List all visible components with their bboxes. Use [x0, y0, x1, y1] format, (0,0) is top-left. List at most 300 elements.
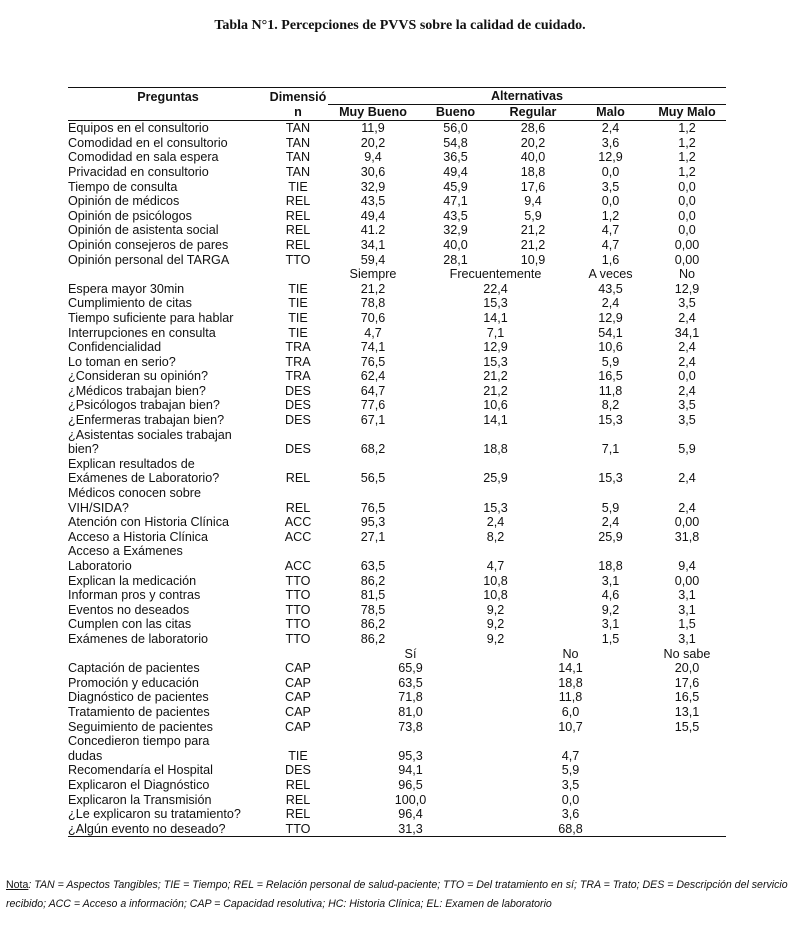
value-cell: 4,7 — [601, 237, 620, 252]
header-blank — [68, 104, 268, 121]
table-row — [68, 355, 726, 370]
value-cell: 7,1 — [601, 442, 620, 457]
question-cell: Atención con Historia Clínica — [68, 515, 229, 530]
dimension-cell: TTO — [285, 573, 311, 588]
value-cell: 4,7 — [486, 559, 505, 573]
value-cell: 5,9 — [601, 500, 620, 515]
table-row — [68, 165, 726, 180]
value-cell: 17,6 — [520, 179, 546, 194]
value-cell: 3,1 — [678, 631, 696, 646]
question-line: Médicos conocen sobre — [68, 486, 202, 501]
subheader-no: No — [678, 267, 696, 282]
value-cell: 71,8 — [398, 690, 423, 705]
question-cell: Seguimiento de pacientes — [68, 719, 213, 734]
value-cell: 41.2 — [360, 223, 386, 238]
value-cell: 94,1 — [398, 763, 423, 778]
header-dimension: Dimensió — [269, 89, 327, 104]
question-line: bien? — [68, 442, 99, 457]
question-cell: ¿Consideran su opinión? — [68, 369, 209, 384]
value-cell: 10,8 — [483, 588, 508, 603]
subheader-blank — [268, 647, 328, 662]
question-cell: Privacidad en consultorio — [68, 164, 209, 179]
value-cell: 2,4 — [678, 471, 696, 486]
value-cell: 11,9 — [361, 121, 385, 136]
table-row — [68, 398, 726, 413]
table-row — [68, 822, 726, 837]
question-cell: Opinión de psicólogos — [68, 208, 192, 223]
header-muy-bueno: Muy Bueno — [328, 104, 418, 121]
value-cell: 9,2 — [486, 617, 505, 632]
value-cell: 0,0 — [678, 223, 696, 238]
value-cell: 14,1 — [558, 661, 583, 676]
value-cell: 77,6 — [360, 398, 386, 413]
value-cell: 1,2 — [678, 135, 696, 150]
value-cell: 21,2 — [483, 369, 508, 384]
value-cell: 36,5 — [443, 150, 468, 165]
value-cell: 0,00 — [674, 573, 700, 588]
value-cell: 11,8 — [558, 690, 583, 705]
value-cell — [648, 778, 726, 793]
value-cell: 4,7 — [561, 748, 580, 763]
dimension-cell: REL — [285, 792, 311, 807]
value-cell: 15,3 — [598, 471, 623, 486]
value-cell: 30,6 — [360, 164, 386, 179]
dimension-cell: TIE — [288, 325, 308, 340]
value-cell: 47,1 — [443, 194, 468, 209]
value-cell: 12,9 — [598, 150, 623, 165]
question-line: Explican resultados de — [68, 456, 195, 471]
value-cell: 45,9 — [443, 179, 468, 194]
value-cell: 28,1 — [443, 252, 468, 267]
value-cell: 0,0 — [601, 194, 620, 209]
dimension-cell: REL — [285, 223, 311, 238]
value-cell: 1,5 — [601, 631, 620, 646]
value-cell: 0,00 — [674, 252, 700, 267]
table-row — [68, 413, 726, 428]
value-cell: 12,9 — [483, 340, 508, 355]
value-cell: 63,5 — [398, 675, 423, 690]
value-cell: 18,8 — [598, 559, 623, 573]
value-cell: 78,5 — [360, 602, 386, 617]
table-row — [68, 194, 726, 209]
value-cell: 10,6 — [598, 340, 623, 355]
question-line: Acceso a Exámenes — [68, 544, 183, 559]
question-line: Concedieron tiempo para — [68, 734, 210, 749]
value-cell: 16,5 — [674, 690, 700, 705]
value-cell: 3,5 — [561, 777, 580, 792]
value-cell: 65,9 — [398, 661, 423, 676]
dimension-cell: TIE — [288, 748, 308, 763]
table-row — [68, 209, 726, 224]
value-cell: 1,2 — [601, 208, 620, 223]
question-cell: ¿Médicos trabajan bien? — [68, 383, 206, 398]
value-cell: 86,2 — [360, 573, 386, 588]
question-cell: Confidencialidad — [68, 340, 162, 355]
table-row — [68, 296, 726, 311]
table-row — [68, 763, 726, 778]
header-alternativas: Alternativas — [328, 88, 726, 105]
table-row — [68, 150, 726, 165]
value-cell: 14,1 — [483, 310, 508, 325]
question-cell: Recomendaría el Hospital — [68, 763, 213, 778]
value-cell: 1,2 — [678, 150, 696, 165]
table-row — [68, 661, 726, 676]
table-row — [68, 574, 726, 589]
value-cell: 27,1 — [360, 529, 386, 544]
value-cell: 78,8 — [360, 296, 386, 311]
header-dimension-cont: n — [268, 104, 328, 121]
question-cell: Explicaron el Diagnóstico — [68, 777, 210, 792]
dimension-cell: REL — [285, 807, 311, 822]
value-cell: 1,2 — [678, 121, 696, 136]
value-cell: 20,2 — [520, 135, 546, 150]
value-cell: 3,6 — [601, 135, 620, 150]
value-cell: 56,5 — [360, 471, 386, 486]
subheader-frecuentemente: Frecuentemente — [449, 267, 542, 282]
question-cell — [68, 486, 268, 515]
value-cell: 3,1 — [601, 573, 620, 588]
value-cell: 34,1 — [360, 237, 386, 252]
value-cell: 4,7 — [364, 325, 382, 340]
dimension-cell: TTO — [268, 822, 328, 837]
value-cell: 62,4 — [360, 369, 386, 384]
value-cell: 21,2 — [520, 223, 546, 238]
dimension-cell: TTO — [285, 602, 311, 617]
question-cell: Diagnóstico de pacientes — [68, 690, 209, 705]
value-cell: 96,4 — [398, 807, 423, 822]
header-preguntas: Preguntas — [68, 88, 268, 105]
dimension-cell: TAN — [285, 121, 311, 136]
note-label: Nota — [6, 879, 29, 891]
subheader-row-yes-no — [68, 647, 726, 662]
question-cell: Explican la medicación — [68, 573, 197, 588]
question-cell: Interrupciones en consulta — [68, 325, 216, 340]
value-cell: 13,1 — [674, 704, 700, 719]
value-cell: 0,00 — [674, 515, 700, 530]
dimension-cell: ACC — [284, 529, 312, 544]
value-cell: 9,4 — [524, 194, 542, 209]
dimension-cell: DES — [285, 383, 311, 398]
table-row — [68, 778, 726, 793]
value-cell: 18,8 — [558, 675, 583, 690]
question-line: Exámenes de Laboratorio? — [68, 471, 220, 486]
value-cell: 3,1 — [678, 588, 696, 603]
value-cell: 9,2 — [486, 602, 505, 617]
question-cell: Opinión consejeros de pares — [68, 237, 229, 252]
question-cell: Comodidad en el consultorio — [68, 135, 228, 150]
question-cell: ¿Psicólogos trabajan bien? — [68, 398, 220, 413]
value-cell: 3,5 — [678, 296, 696, 311]
subheader-blank — [68, 647, 268, 662]
question-line: Laboratorio — [68, 559, 132, 573]
subheader-no: No — [562, 646, 579, 661]
value-cell: 0,0 — [678, 369, 696, 384]
dimension-cell: DES — [285, 413, 311, 428]
subheader-blank — [68, 267, 268, 282]
value-cell: 3,5 — [678, 398, 696, 413]
value-cell: 0,0 — [678, 179, 696, 194]
value-cell: 10,6 — [483, 398, 508, 413]
dimension-cell: REL — [285, 500, 311, 515]
value-cell: 70,6 — [360, 310, 386, 325]
table-row — [68, 632, 726, 647]
value-cell: 2,4 — [601, 296, 620, 311]
value-cell: 7,1 — [486, 325, 505, 340]
subheader-siempre: Siempre — [349, 267, 397, 282]
header-muy-malo: Muy Malo — [648, 104, 726, 121]
value-cell: 64,7 — [360, 383, 386, 398]
table-row — [68, 676, 726, 691]
dimension-cell: TIE — [288, 296, 308, 311]
dimension-cell: REL — [285, 777, 311, 792]
value-cell: 2,4 — [678, 310, 696, 325]
subheader-blank — [268, 267, 328, 282]
table-row — [68, 340, 726, 355]
table-row — [68, 282, 726, 297]
value-cell: 0,0 — [678, 208, 696, 223]
value-cell: 0,0 — [678, 194, 696, 209]
value-cell — [648, 822, 726, 837]
value-cell: 10,9 — [520, 252, 546, 267]
table-row — [68, 705, 726, 720]
value-cell: 2,4 — [601, 515, 620, 530]
question-cell: Acceso a Historia Clínica — [68, 529, 208, 544]
value-cell: 5,9 — [524, 208, 542, 223]
dimension-cell: ACC — [284, 515, 312, 530]
table-row — [68, 311, 726, 326]
dimension-cell: CAP — [285, 690, 311, 705]
value-cell: 86,2 — [360, 631, 386, 646]
table-row — [68, 253, 726, 268]
value-cell: 18,8 — [520, 164, 546, 179]
header-bueno: Bueno — [418, 104, 493, 121]
question-cell: Tiempo suficiente para hablar — [68, 310, 234, 325]
question-cell: Lo toman en serio? — [68, 354, 176, 369]
value-cell: 1,5 — [678, 617, 696, 632]
value-cell: 21,2 — [483, 383, 508, 398]
value-cell: 31,3 — [328, 822, 493, 837]
question-cell: Eventos no deseados — [68, 602, 190, 617]
value-cell: 49,4 — [360, 208, 386, 223]
header-row-1 — [68, 88, 726, 105]
value-cell: 0,00 — [674, 237, 700, 252]
dimension-cell: DES — [285, 398, 311, 413]
value-cell: 76,5 — [360, 500, 386, 515]
dimension-cell: TRA — [285, 369, 311, 384]
value-cell: 95,3 — [398, 748, 423, 763]
dimension-cell: CAP — [285, 719, 311, 734]
question-cell: Opinión de asistenta social — [68, 223, 219, 238]
table-row — [68, 180, 726, 195]
dimension-cell: TIE — [288, 281, 308, 296]
value-cell: 20,2 — [360, 135, 386, 150]
question-cell: Promoción y educación — [68, 675, 199, 690]
table-row — [68, 428, 726, 457]
value-cell: 1,2 — [678, 164, 696, 179]
dimension-cell: TTO — [285, 631, 311, 646]
table-row — [68, 457, 726, 486]
table-row — [68, 369, 726, 384]
question-cell: Equipos en el consultorio — [68, 121, 209, 136]
table-row — [68, 734, 726, 763]
dimension-cell: REL — [285, 237, 311, 252]
dimension-cell: REL — [285, 208, 311, 223]
value-cell: 63,5 — [360, 559, 386, 573]
question-line: VIH/SIDA? — [68, 500, 129, 515]
value-cell: 3,1 — [678, 602, 696, 617]
value-cell: 8,2 — [486, 529, 505, 544]
value-cell: 12,9 — [598, 310, 623, 325]
value-cell: 2,4 — [678, 500, 696, 515]
value-cell: 9,4 — [364, 150, 382, 165]
value-cell: 76,5 — [360, 354, 386, 369]
question-cell — [68, 544, 268, 573]
value-cell: 22,4 — [483, 281, 508, 296]
value-cell: 59,4 — [360, 252, 386, 267]
table-row — [68, 588, 726, 603]
question-line: ¿Asistentas sociales trabajan — [68, 427, 232, 442]
value-cell: 21,2 — [360, 281, 386, 296]
value-cell: 8,2 — [601, 398, 620, 413]
dimension-cell: CAP — [285, 675, 311, 690]
value-cell: 15,3 — [483, 500, 508, 515]
dimension-cell: TTO — [285, 588, 311, 603]
question-cell: Opinión de médicos — [68, 194, 180, 209]
value-cell: 4,6 — [601, 588, 620, 603]
value-cell: 43,5 — [598, 281, 623, 296]
table-row — [68, 793, 726, 808]
table-note — [6, 876, 796, 914]
table-row — [68, 136, 726, 151]
value-cell: 20,0 — [674, 661, 700, 676]
value-cell: 96,5 — [398, 777, 423, 792]
value-cell: 5,9 — [678, 442, 696, 457]
value-cell: 2,4 — [678, 383, 696, 398]
value-cell: 15,3 — [483, 296, 508, 311]
value-cell: 95,3 — [360, 515, 386, 530]
dimension-cell: TIE — [288, 310, 308, 325]
dimension-cell: TRA — [285, 354, 311, 369]
header-malo: Malo — [573, 104, 648, 121]
value-cell: 74,1 — [360, 340, 386, 355]
value-cell: 56,0 — [443, 121, 468, 136]
table-row — [68, 544, 726, 573]
table-row — [68, 690, 726, 705]
value-cell: 43,5 — [443, 208, 468, 223]
value-cell: 3,1 — [601, 617, 620, 632]
question-cell: Informan pros y contras — [68, 588, 201, 603]
value-cell: 2,4 — [601, 121, 620, 136]
table-row — [68, 223, 726, 238]
question-cell: Cumplen con las citas — [68, 617, 192, 632]
value-cell — [648, 734, 726, 763]
question-cell — [68, 457, 268, 486]
table-row — [68, 486, 726, 515]
header-regular: Regular — [493, 104, 573, 121]
dimension-cell: DES — [285, 442, 311, 457]
value-cell: 11,8 — [598, 383, 623, 398]
value-cell: 15,5 — [674, 719, 700, 734]
table-row — [68, 720, 726, 735]
header-row-2 — [68, 104, 726, 121]
dimension-cell: ACC — [284, 559, 312, 573]
question-cell: Captación de pacientes — [68, 661, 200, 676]
subheader-row-frequency — [68, 267, 726, 282]
value-cell: 2,4 — [486, 515, 505, 530]
value-cell: 14,1 — [483, 413, 508, 428]
dimension-cell: TAN — [285, 135, 311, 150]
dimension-cell: TTO — [285, 617, 311, 632]
value-cell: 2,4 — [678, 340, 696, 355]
value-cell: 67,1 — [360, 413, 386, 428]
value-cell: 28,6 — [520, 121, 546, 136]
question-cell: Cumplimiento de citas — [68, 296, 192, 311]
value-cell: 4,7 — [601, 223, 620, 238]
table-title: Tabla N°1. Percepciones de PVVS sobre la calidad de cuidado. — [214, 18, 586, 33]
table-row — [68, 384, 726, 399]
table-row — [68, 807, 726, 822]
dimension-cell: TTO — [285, 252, 311, 267]
value-cell: 6,0 — [561, 704, 580, 719]
note-text: : TAN = Aspectos Tangibles; TIE = Tiempo; REL = Relación personal de salud-paciente; TTO = Del tratamiento en sí; TRA = Trato; DES = Descripción del servicio recibido; ACC = Acceso a información; CAP = Capacidad resolutiva; HC: Historia Clínica; EL: Examen de laboratorio — [6, 879, 788, 910]
value-cell: 0,0 — [601, 164, 620, 179]
table-row — [68, 326, 726, 341]
question-cell — [68, 428, 268, 457]
value-cell: 100,0 — [394, 792, 427, 807]
value-cell: 25,9 — [598, 529, 623, 544]
value-cell: 40,0 — [520, 150, 546, 165]
value-cell: 3,5 — [601, 179, 620, 194]
question-cell: Exámenes de laboratorio — [68, 631, 209, 646]
dimension-cell: TRA — [285, 340, 311, 355]
value-cell: 12,9 — [674, 281, 700, 296]
value-cell: 34,1 — [674, 325, 700, 340]
value-cell: 68,2 — [360, 442, 386, 457]
dimension-cell: CAP — [285, 704, 311, 719]
value-cell: 21,2 — [520, 237, 546, 252]
value-cell: 3,6 — [561, 807, 580, 822]
value-cell: 25,9 — [483, 471, 508, 486]
table-row — [68, 238, 726, 253]
value-cell: 68,8 — [493, 822, 648, 837]
table-row — [68, 530, 726, 545]
subheader-no-sabe: No sabe — [663, 646, 711, 661]
dimension-cell: TIE — [288, 179, 308, 194]
value-cell: 73,8 — [398, 719, 423, 734]
value-cell: 54,8 — [443, 135, 468, 150]
value-cell — [648, 763, 726, 778]
value-cell: 81,5 — [360, 588, 386, 603]
value-cell: 18,8 — [483, 442, 508, 457]
value-cell: 16,5 — [598, 369, 623, 384]
value-cell: 15,3 — [483, 354, 508, 369]
value-cell: 5,9 — [561, 763, 580, 778]
question-cell: Tiempo de consulta — [68, 179, 178, 194]
value-cell: 32,9 — [360, 179, 386, 194]
subheader-si: Sí — [404, 646, 417, 661]
value-cell: 81,0 — [398, 704, 423, 719]
question-cell: ¿Enfermeras trabajan bien? — [68, 413, 225, 428]
dimension-cell: REL — [285, 194, 311, 209]
question-cell — [68, 734, 268, 763]
question-cell: ¿Le explicaron su tratamiento? — [68, 807, 241, 822]
table-row — [68, 515, 726, 530]
value-cell: 9,4 — [678, 559, 696, 573]
table-row — [68, 617, 726, 632]
question-line: dudas — [68, 748, 103, 763]
subheader-a-veces: A veces — [588, 267, 633, 282]
value-cell: 10,8 — [483, 573, 508, 588]
